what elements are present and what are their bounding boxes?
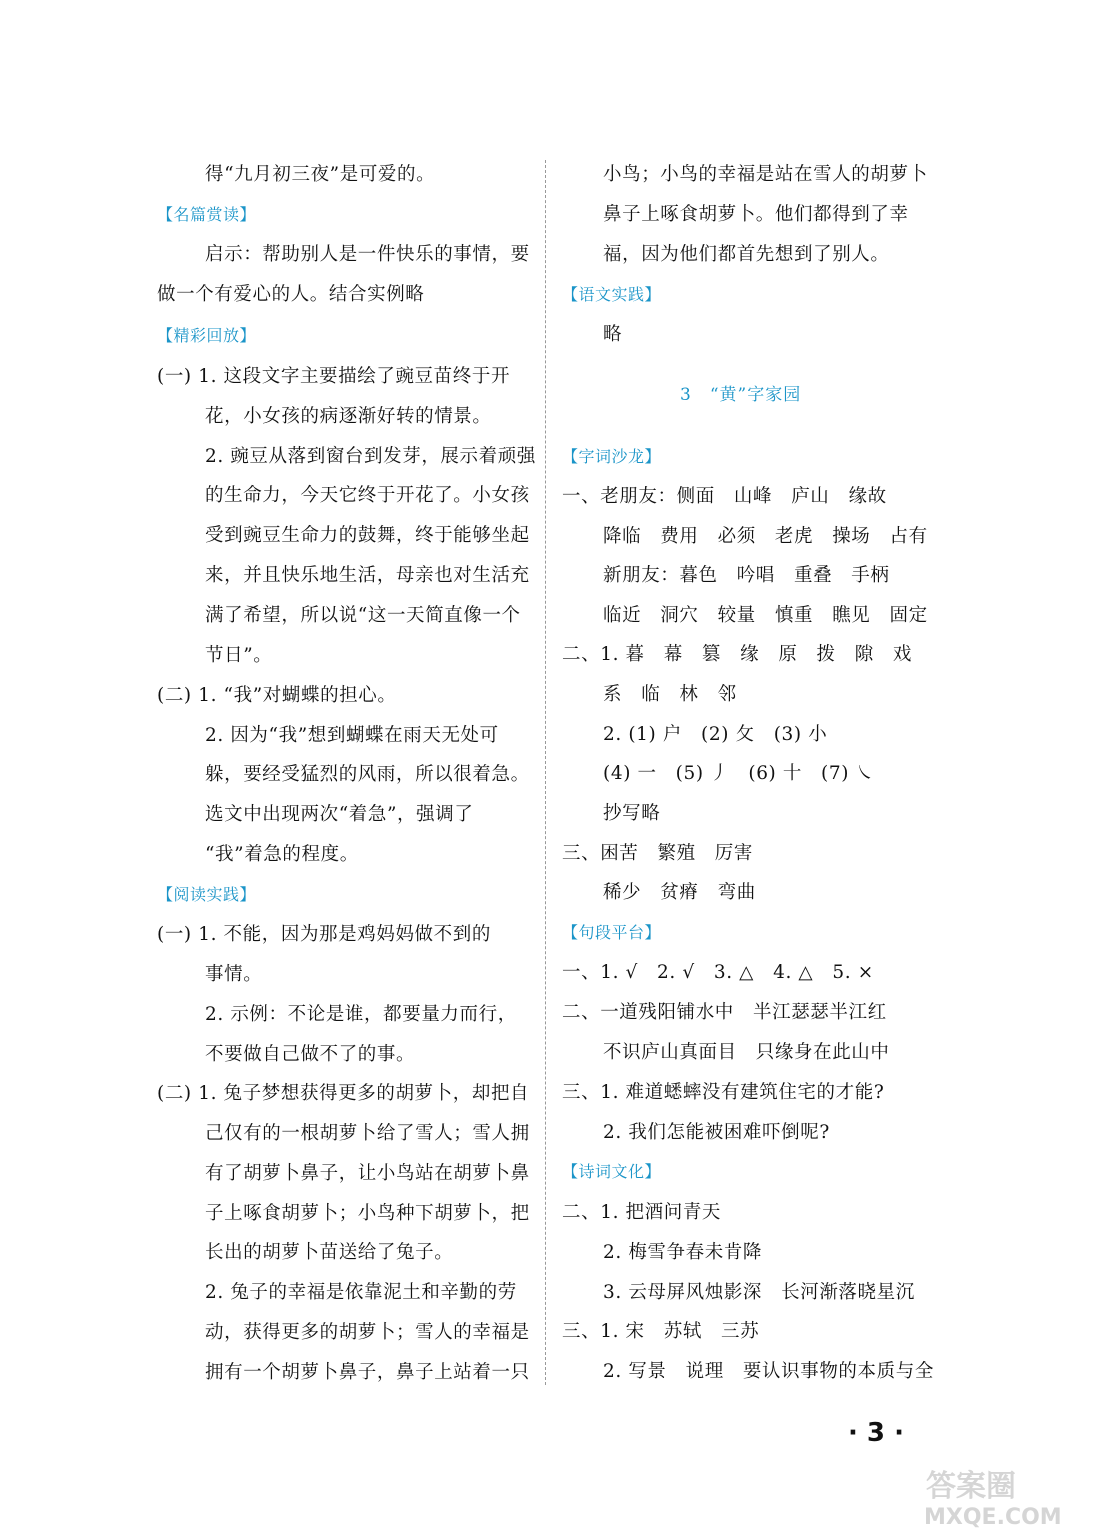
text-line: 2. (1) 户 (2) 攵 (3) 小 [603, 724, 828, 745]
text-line: 2. 因为“我”想到蝴蝶在雨天无处可 [205, 725, 499, 746]
text-line: 福，因为他们都首先想到了别人。 [603, 244, 890, 265]
text-line: 二、1. 暮 幕 篡 缘 原 拨 隙 戏 [562, 644, 913, 665]
watermark-bottom: MXQE.COM [924, 1505, 1062, 1530]
text-line: 三、1. 宋 苏轼 三苏 [562, 1321, 760, 1342]
watermark-logo [920, 1460, 1090, 1530]
lesson-title: 3 “黄”字家园 [680, 385, 802, 405]
text-line: 2. 写景 说理 要认识事物的本质与全 [603, 1361, 934, 1382]
text-line: 受到豌豆生命力的鼓舞，终于能够坐起 [205, 525, 530, 546]
text-line: 小鸟；小鸟的幸福是站在雪人的胡萝卜 [603, 164, 928, 185]
section-tag: 【阅读实践】 [157, 885, 257, 904]
text-line: 的生命力，今天它终于开花了。小女孩 [205, 485, 530, 506]
text-line: 2. 示例：不论是谁，都要量力而行， [205, 1004, 517, 1025]
text-line: “我”着急的程度。 [205, 844, 359, 865]
text-line: 不要做自己做不了的事。 [205, 1044, 416, 1065]
text-line: 一、1. √ 2. √ 3. △ 4. △ 5. × [562, 962, 874, 983]
text-line: 三、困苦 繁殖 厉害 [562, 843, 754, 864]
text-line: 子上啄食胡萝卜；小鸟种下胡萝卜，把 [205, 1203, 530, 1224]
text-line: 有了胡萝卜鼻子，让小鸟站在胡萝卜鼻 [205, 1163, 530, 1184]
text-line: 来，并且快乐地生活，母亲也对生活充 [205, 565, 530, 586]
text-line: (4) 一 (5) 丿 (6) 十 (7) ㇏ [603, 763, 875, 784]
text-line: 己仅有的一根胡萝卜给了雪人；雪人拥 [205, 1123, 530, 1144]
section-tag: 【字词沙龙】 [562, 447, 662, 466]
text-line: 系 临 林 邻 [603, 684, 737, 705]
text-line: 稀少 贫瘠 弯曲 [603, 882, 756, 903]
watermark-top: 答案圈 [926, 1469, 1016, 1504]
text-line: (一) 1. 这段文字主要描绘了豌豆苗终于开 [157, 366, 511, 387]
text-line: 事情。 [205, 964, 263, 985]
text-line: 略 [603, 324, 623, 345]
text-line: 2. 梅雪争春未肯降 [603, 1242, 763, 1263]
page-number: · 3 · [848, 1418, 904, 1448]
text-line: 选文中出现两次“着急”，强调了 [205, 804, 474, 825]
text-line: 不识庐山真面目 只缘身在此山中 [603, 1042, 890, 1063]
text-line: 新朋友：暮色 吟唱 重叠 手柄 [603, 565, 890, 586]
text-line: 得“九月初三夜”是可爱的。 [205, 164, 436, 185]
text-line: 3. 云母屏风烛影深 长河渐落晓星沉 [603, 1282, 915, 1303]
text-line: 长出的胡萝卜苗送给了兔子。 [205, 1242, 454, 1263]
column-divider [545, 160, 546, 1385]
text-line: 躲，要经受猛烈的风雨，所以很着急。 [205, 764, 530, 785]
text-line: (二) 1. 兔子梦想获得更多的胡萝卜，却把自 [157, 1083, 530, 1104]
text-line: 三、1. 难道蟋蟀没有建筑住宅的才能? [562, 1082, 885, 1103]
text-line: 二、1. 把酒问青天 [562, 1202, 722, 1223]
text-line: 做一个有爱心的人。结合实例略 [157, 284, 425, 305]
section-tag: 【精彩回放】 [157, 326, 257, 345]
text-line: 2. 兔子的幸福是依靠泥土和辛勤的劳 [205, 1282, 517, 1303]
text-line: 抄写略 [603, 803, 661, 824]
text-line: 动，获得更多的胡萝卜；雪人的幸福是 [205, 1322, 530, 1343]
text-line: (一) 1. 不能，因为那是鸡妈妈做不到的 [157, 924, 491, 945]
text-line: 一、老朋友：侧面 山峰 庐山 缘故 [562, 486, 887, 507]
text-line: 2. 我们怎能被困难吓倒呢? [603, 1122, 830, 1143]
text-line: 2. 豌豆从落到窗台到发芽，展示着顽强 [205, 446, 536, 467]
section-tag: 【语文实践】 [562, 285, 662, 304]
text-line: 鼻子上啄食胡萝卜。他们都得到了幸 [603, 204, 909, 225]
section-tag: 【诗词文化】 [562, 1162, 662, 1181]
text-line: 二、一道残阳铺水中 半江瑟瑟半江红 [562, 1002, 887, 1023]
text-line: (二) 1. “我”对蝴蝶的担心。 [157, 685, 397, 706]
section-tag: 【名篇赏读】 [157, 205, 257, 224]
text-line: 拥有一个胡萝卜鼻子，鼻子上站着一只 [205, 1362, 530, 1383]
text-line: 启示：帮助别人是一件快乐的事情，要 [205, 244, 530, 265]
text-line: 满了希望，所以说“这一天简直像一个 [205, 605, 521, 626]
text-line: 节日”。 [205, 645, 273, 666]
text-line: 花，小女孩的病逐渐好转的情景。 [205, 406, 492, 427]
section-tag: 【句段平台】 [562, 923, 662, 942]
text-line: 临近 洞穴 较量 慎重 瞧见 固定 [603, 605, 928, 626]
text-line: 降临 费用 必须 老虎 操场 占有 [603, 526, 928, 547]
